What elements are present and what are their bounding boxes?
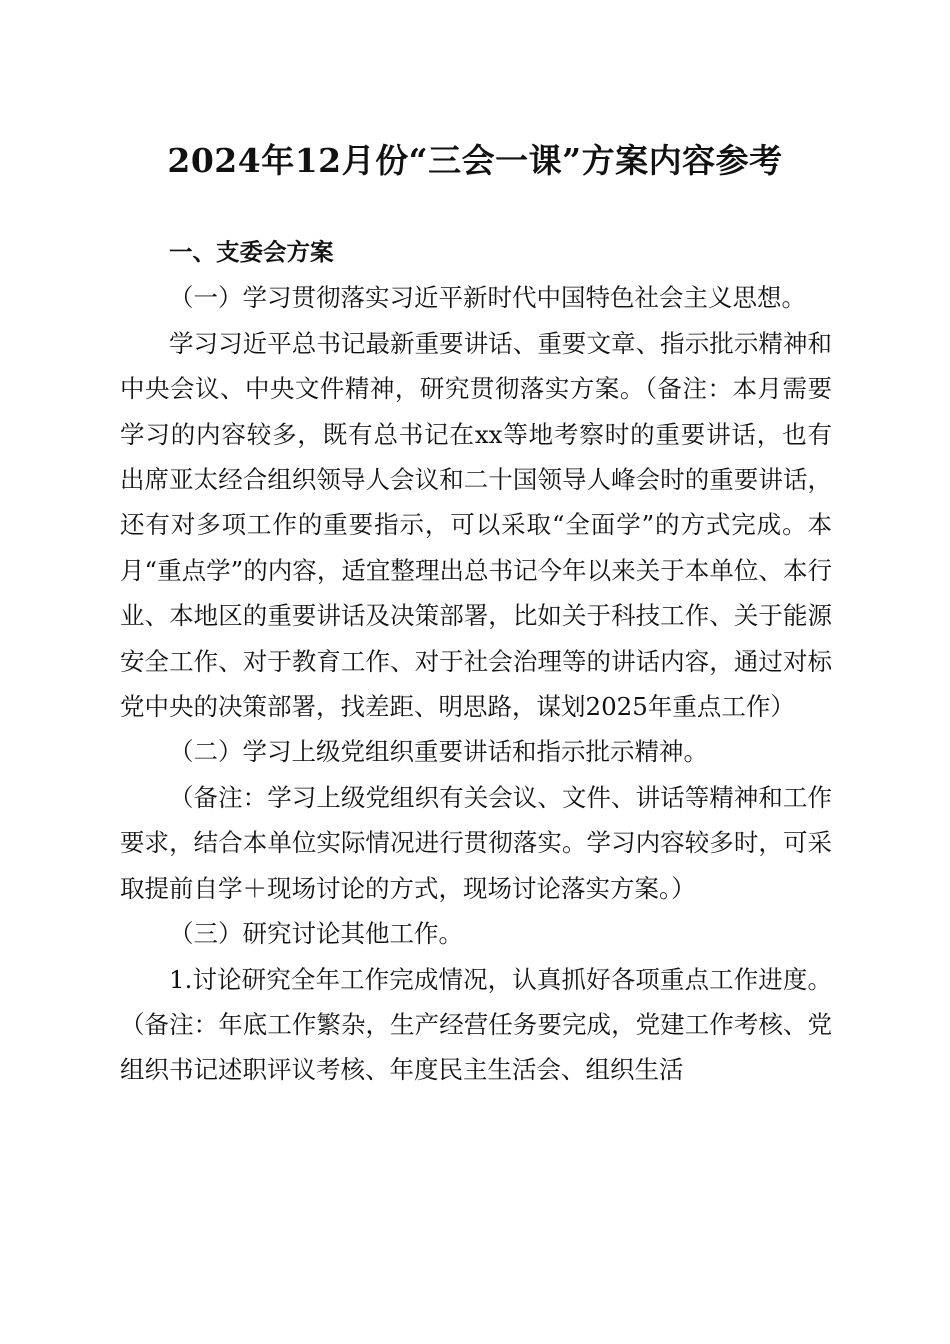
item-3-heading: （三）研究讨论其他工作。 bbox=[169, 919, 463, 949]
item-3-body: 1.讨论研究全年工作完成情况，认真抓好各项重点工作进度。（备注：年底工作繁杂，生产经营任务要完成，党建工作考核、党组织书记述职评议考核、年度民主生活会、组织生活 bbox=[120, 964, 832, 1085]
document-body bbox=[120, 230, 832, 1093]
item-2-heading: （二）学习上级党组织重要讲话和指示批示精神。 bbox=[169, 737, 708, 767]
section-heading: 一、支委会方案 bbox=[169, 238, 334, 266]
document-title: 2024年12月份“三会一课”方案内容参考 bbox=[167, 141, 783, 180]
item-2-body: （备注：学习上级党组织有关会议、文件、讲话等精神和工作要求，结合本单位实际情况进行贯彻落实。学习内容较多时，可采取提前自学＋现场讨论的方式，现场讨论落实方案。） bbox=[120, 782, 832, 903]
item-1-heading: （一）学习贯彻落实习近平新时代中国特色社会主义思想。 bbox=[169, 283, 806, 313]
item-1-body: 学习习近平总书记最新重要讲话、重要文章、指示批示精神和中央会议、中央文件精神，研究贯彻落实方案。（备注：本月需要学习的内容较多，既有总书记在xx等地考察时的重要讲话，也有出席亚太经合组织领导人会议和二十国领导人峰会时的重要讲话，还有对多项工作的重要指示，可以采取“全面学”的方式完成。本月“重点学”的内容，适宜整理出总书记今年以来关于本单位、本行业、本地区的重要讲话及决策部署，比如关于科技工作、关于能源安全工作、对于教育工作、对于社会治理等的讲话内容，通过对标党中央的决策部署，找差距、明思路，谋划2025年重点工作） bbox=[120, 328, 832, 722]
